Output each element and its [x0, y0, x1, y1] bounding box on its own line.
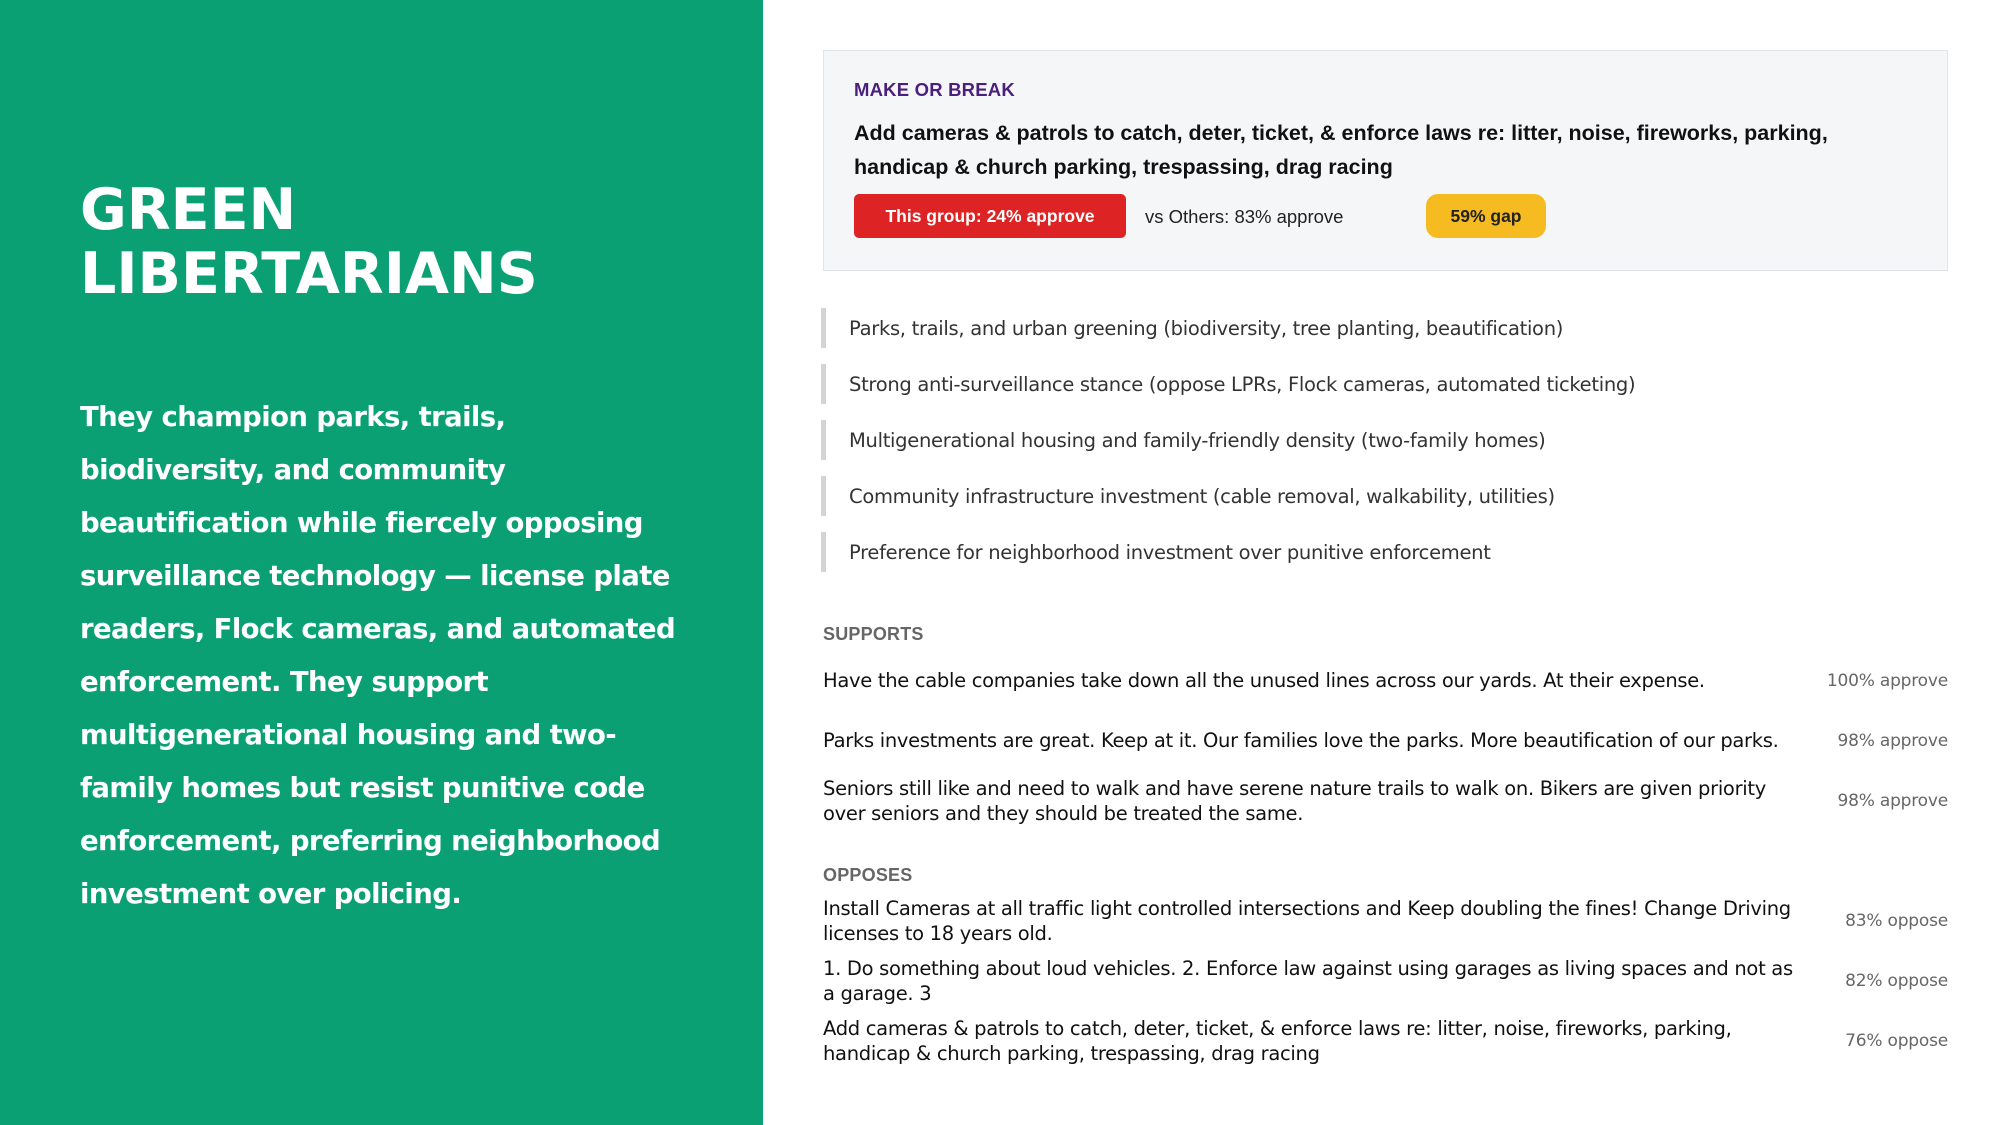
group-title: GREEN LIBERTARIANS: [80, 177, 538, 307]
trait-item: [821, 476, 1941, 516]
trait-label: Parks, trails, and urban greening (biodiversity, tree planting, beautification): [849, 316, 1564, 340]
trait-item: [821, 364, 1941, 404]
make-or-break-heading: MAKE OR BREAK: [854, 79, 1015, 100]
trait-label: Community infrastructure investment (cable removal, walkability, utilities): [849, 484, 1555, 508]
trait-item: [821, 532, 1941, 572]
traits-list: [821, 308, 1941, 588]
trait-label: Multigenerational housing and family-friendly density (two-family homes): [849, 428, 1546, 452]
make-or-break-item: Add cameras & patrols to catch, deter, ticket, & enforce laws re: litter, noise, fireworks, parking, handicap & church parking, trespassing, drag racing: [854, 121, 1828, 179]
others-approval-text: vs Others: 83% approve: [1145, 206, 1344, 227]
oppose-stat: 83% oppose: [1845, 911, 1948, 931]
trait-item: [821, 308, 1941, 348]
trait-item: [821, 420, 1941, 460]
opposes-heading: OPPOSES: [823, 865, 913, 885]
gap-badge: 59% gap: [1426, 194, 1546, 238]
oppose-stat: 76% oppose: [1845, 1031, 1948, 1051]
support-text: Parks investments are great. Keep at it. Our families love the parks. More beautification of our parks.: [823, 729, 1779, 752]
support-stat: 100% approve: [1826, 671, 1948, 691]
trait-label: Strong anti-surveillance stance (oppose LPRs, Flock cameras, automated ticketing): [849, 372, 1636, 396]
group-panel: [0, 0, 763, 1125]
group-approval-badge: This group: 24% approve: [854, 194, 1126, 238]
oppose-stat: 82% oppose: [1845, 971, 1948, 991]
support-stat: 98% approve: [1837, 791, 1948, 811]
support-text: Seniors still like and need to walk and have serene nature trails to walk on. Bikers are given priority over seniors and they should be treated the same.: [823, 777, 1766, 825]
make-or-break-card: [823, 50, 1948, 271]
support-text: Have the cable companies take down all the unused lines across our yards. At their expense.: [823, 669, 1705, 692]
trait-label: Preference for neighborhood investment over punitive enforcement: [849, 540, 1491, 564]
oppose-text: Install Cameras at all traffic light controlled intersections and Keep doubling the fines! Change Driving licenses to 18 years old.: [823, 897, 1791, 945]
supports-heading: SUPPORTS: [823, 624, 924, 644]
group-description: They champion parks, trails, biodiversity, and community beautification while fiercely opposing surveillance technology — license plate readers, Flock cameras, and automated enforcement. They support multigenerational housing and two-family homes but resist punitive code enforcement, preferring neighborhood investment over policing.: [80, 401, 676, 910]
oppose-text: Add cameras & patrols to catch, deter, ticket, & enforce laws re: litter, noise, fireworks, parking, handicap & church parking, trespassing, drag racing: [823, 1017, 1732, 1065]
support-stat: 98% approve: [1837, 731, 1948, 751]
oppose-text: 1. Do something about loud vehicles. 2. Enforce law against using garages as living spaces and not as a garage. 3: [823, 957, 1793, 1005]
